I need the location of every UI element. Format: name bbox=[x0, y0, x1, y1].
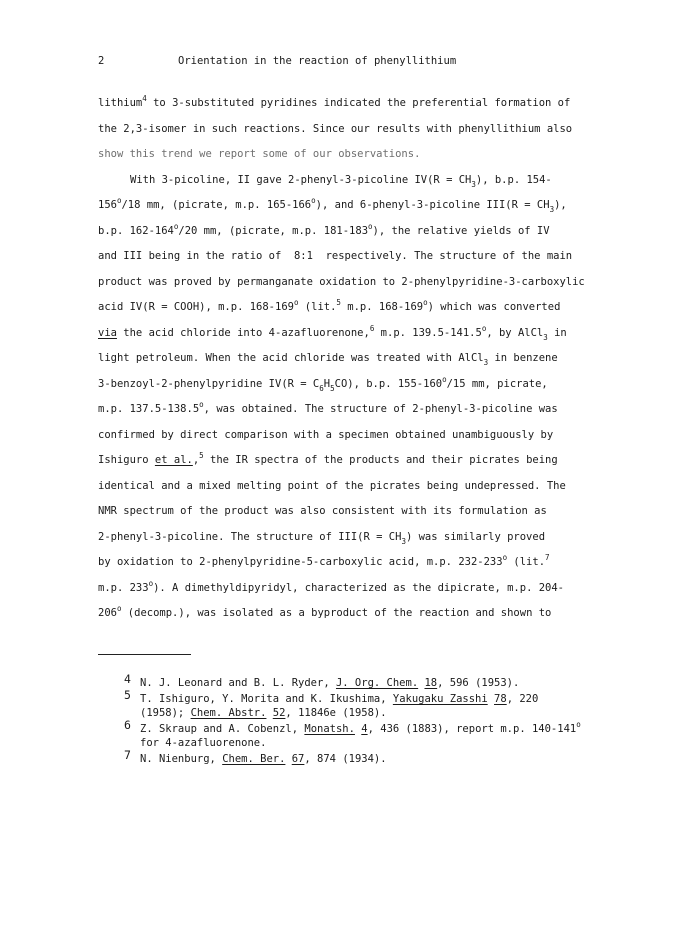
footnote-6 bbox=[124, 718, 604, 750]
text-line: light petroleum. When the acid chloride was treated with AlCl$_3$ in benzene bbox=[98, 352, 558, 367]
footnote-line: T. Ishiguro, Y. Morita and K. Ikushima, Yakugaku Zasshi 78, 220 bbox=[140, 693, 539, 705]
footnote-marker: 6 bbox=[124, 718, 131, 732]
footnote-4 bbox=[124, 672, 604, 690]
footnote-marker: 7 bbox=[124, 748, 131, 762]
text-line: identical and a mixed melting point of the picrates being undepressed. The bbox=[98, 479, 566, 492]
running-title: Orientation in the reaction of phenyllithium bbox=[178, 55, 457, 67]
text-line: m.p. 233$^o$). A dimethyldipyridyl, characterized as the dipicrate, m.p. 204- bbox=[98, 578, 564, 594]
body-text bbox=[98, 96, 598, 632]
footnote-line: for 4-azafluorenone. bbox=[140, 737, 267, 749]
text-line: NMR spectrum of the product was also consistent with its formulation as bbox=[98, 505, 547, 517]
text-line: 3-benzoyl-2-phenylpyridine $IV(R = C_6H_5CO)$, b.p. 155-160$^o$/15 mm, picrate, bbox=[98, 374, 548, 393]
footnote-marker: 4 bbox=[124, 672, 131, 686]
footnote-divider bbox=[98, 654, 191, 655]
text-line: the 2,3-isomer in such reactions. Since our results with phenyllithium also bbox=[98, 122, 573, 135]
text-line: product was proved by permanganate oxidation to 2-phenylpyridine-3-carboxylic bbox=[98, 275, 585, 288]
text-line: by oxidation to 2-phenylpyridine-5-carboxylic acid, m.p. 232-233$^o$ (lit.$^7$ bbox=[98, 553, 550, 568]
footnote-line: Z. Skraup and A. Cobenzl, Monatsh. 4, 436 (1883), report m.p. 140-141$^o$ bbox=[140, 720, 581, 735]
footnote-5 bbox=[124, 688, 604, 720]
text-line: lithium$^4$ to 3-substituted pyridines indicated the preferential formation of bbox=[98, 94, 571, 109]
footnote-line: N. Nienburg, Chem. Ber. 67, 874 (1934). bbox=[140, 753, 387, 765]
text-line: acid IV(R = COOH), m.p. 168-169$^o$ (lit.$^5$ m.p. 168-169$^o$) which was converted bbox=[98, 298, 561, 313]
text-line: via the acid chloride into 4-azafluorenone,$^6$ m.p. 139.5-141.5$^o$, by AlCl$_3$ in bbox=[98, 323, 567, 342]
text-line: 156$^o$/18 mm, (picrate, m.p. 165-166$^o$), and 6-phenyl-3-picoline $III(R = CH_3)$, bbox=[98, 196, 567, 214]
text-line: With 3-picoline, II gave 2-phenyl-3-picoline $IV(R = CH_3)$, b.p. 154- bbox=[130, 173, 552, 189]
page-number: 2 bbox=[98, 55, 105, 67]
footnote-line: N. J. Leonard and B. L. Ryder, J. Org. Chem. 18, 596 (1953). bbox=[140, 677, 520, 689]
text-line: 206$^o$ (decomp.), was isolated as a byproduct of the reaction and shown to bbox=[98, 604, 552, 619]
text-line: confirmed by direct comparison with a specimen obtained unambiguously by bbox=[98, 428, 554, 441]
text-line: m.p. 137.5-138.5$^o$, was obtained. The structure of 2-phenyl-3-picoline was bbox=[98, 400, 558, 415]
text-line: Ishiguro et al.,$^5$ the IR spectra of the products and their picrates being bbox=[98, 451, 558, 466]
text-line: b.p. 162-164$^o$/20 mm, (picrate, m.p. 181-183$^o$), the relative yields of IV bbox=[98, 221, 550, 237]
footnote-7 bbox=[124, 748, 604, 766]
footnote-line: (1958); Chem. Abstr. 52, 11846e (1958). bbox=[140, 707, 387, 719]
text-line: and III being in the ratio of 8:1 respectively. The structure of the main bbox=[98, 250, 573, 262]
text-line: show this trend we report some of our observations. bbox=[98, 148, 421, 160]
page-header bbox=[98, 55, 598, 71]
footnote-marker: 5 bbox=[124, 688, 131, 702]
text-line: 2-phenyl-3-picoline. The structure of $III(R = CH_3)$ was similarly proved bbox=[98, 530, 546, 546]
footnotes bbox=[124, 672, 604, 768]
